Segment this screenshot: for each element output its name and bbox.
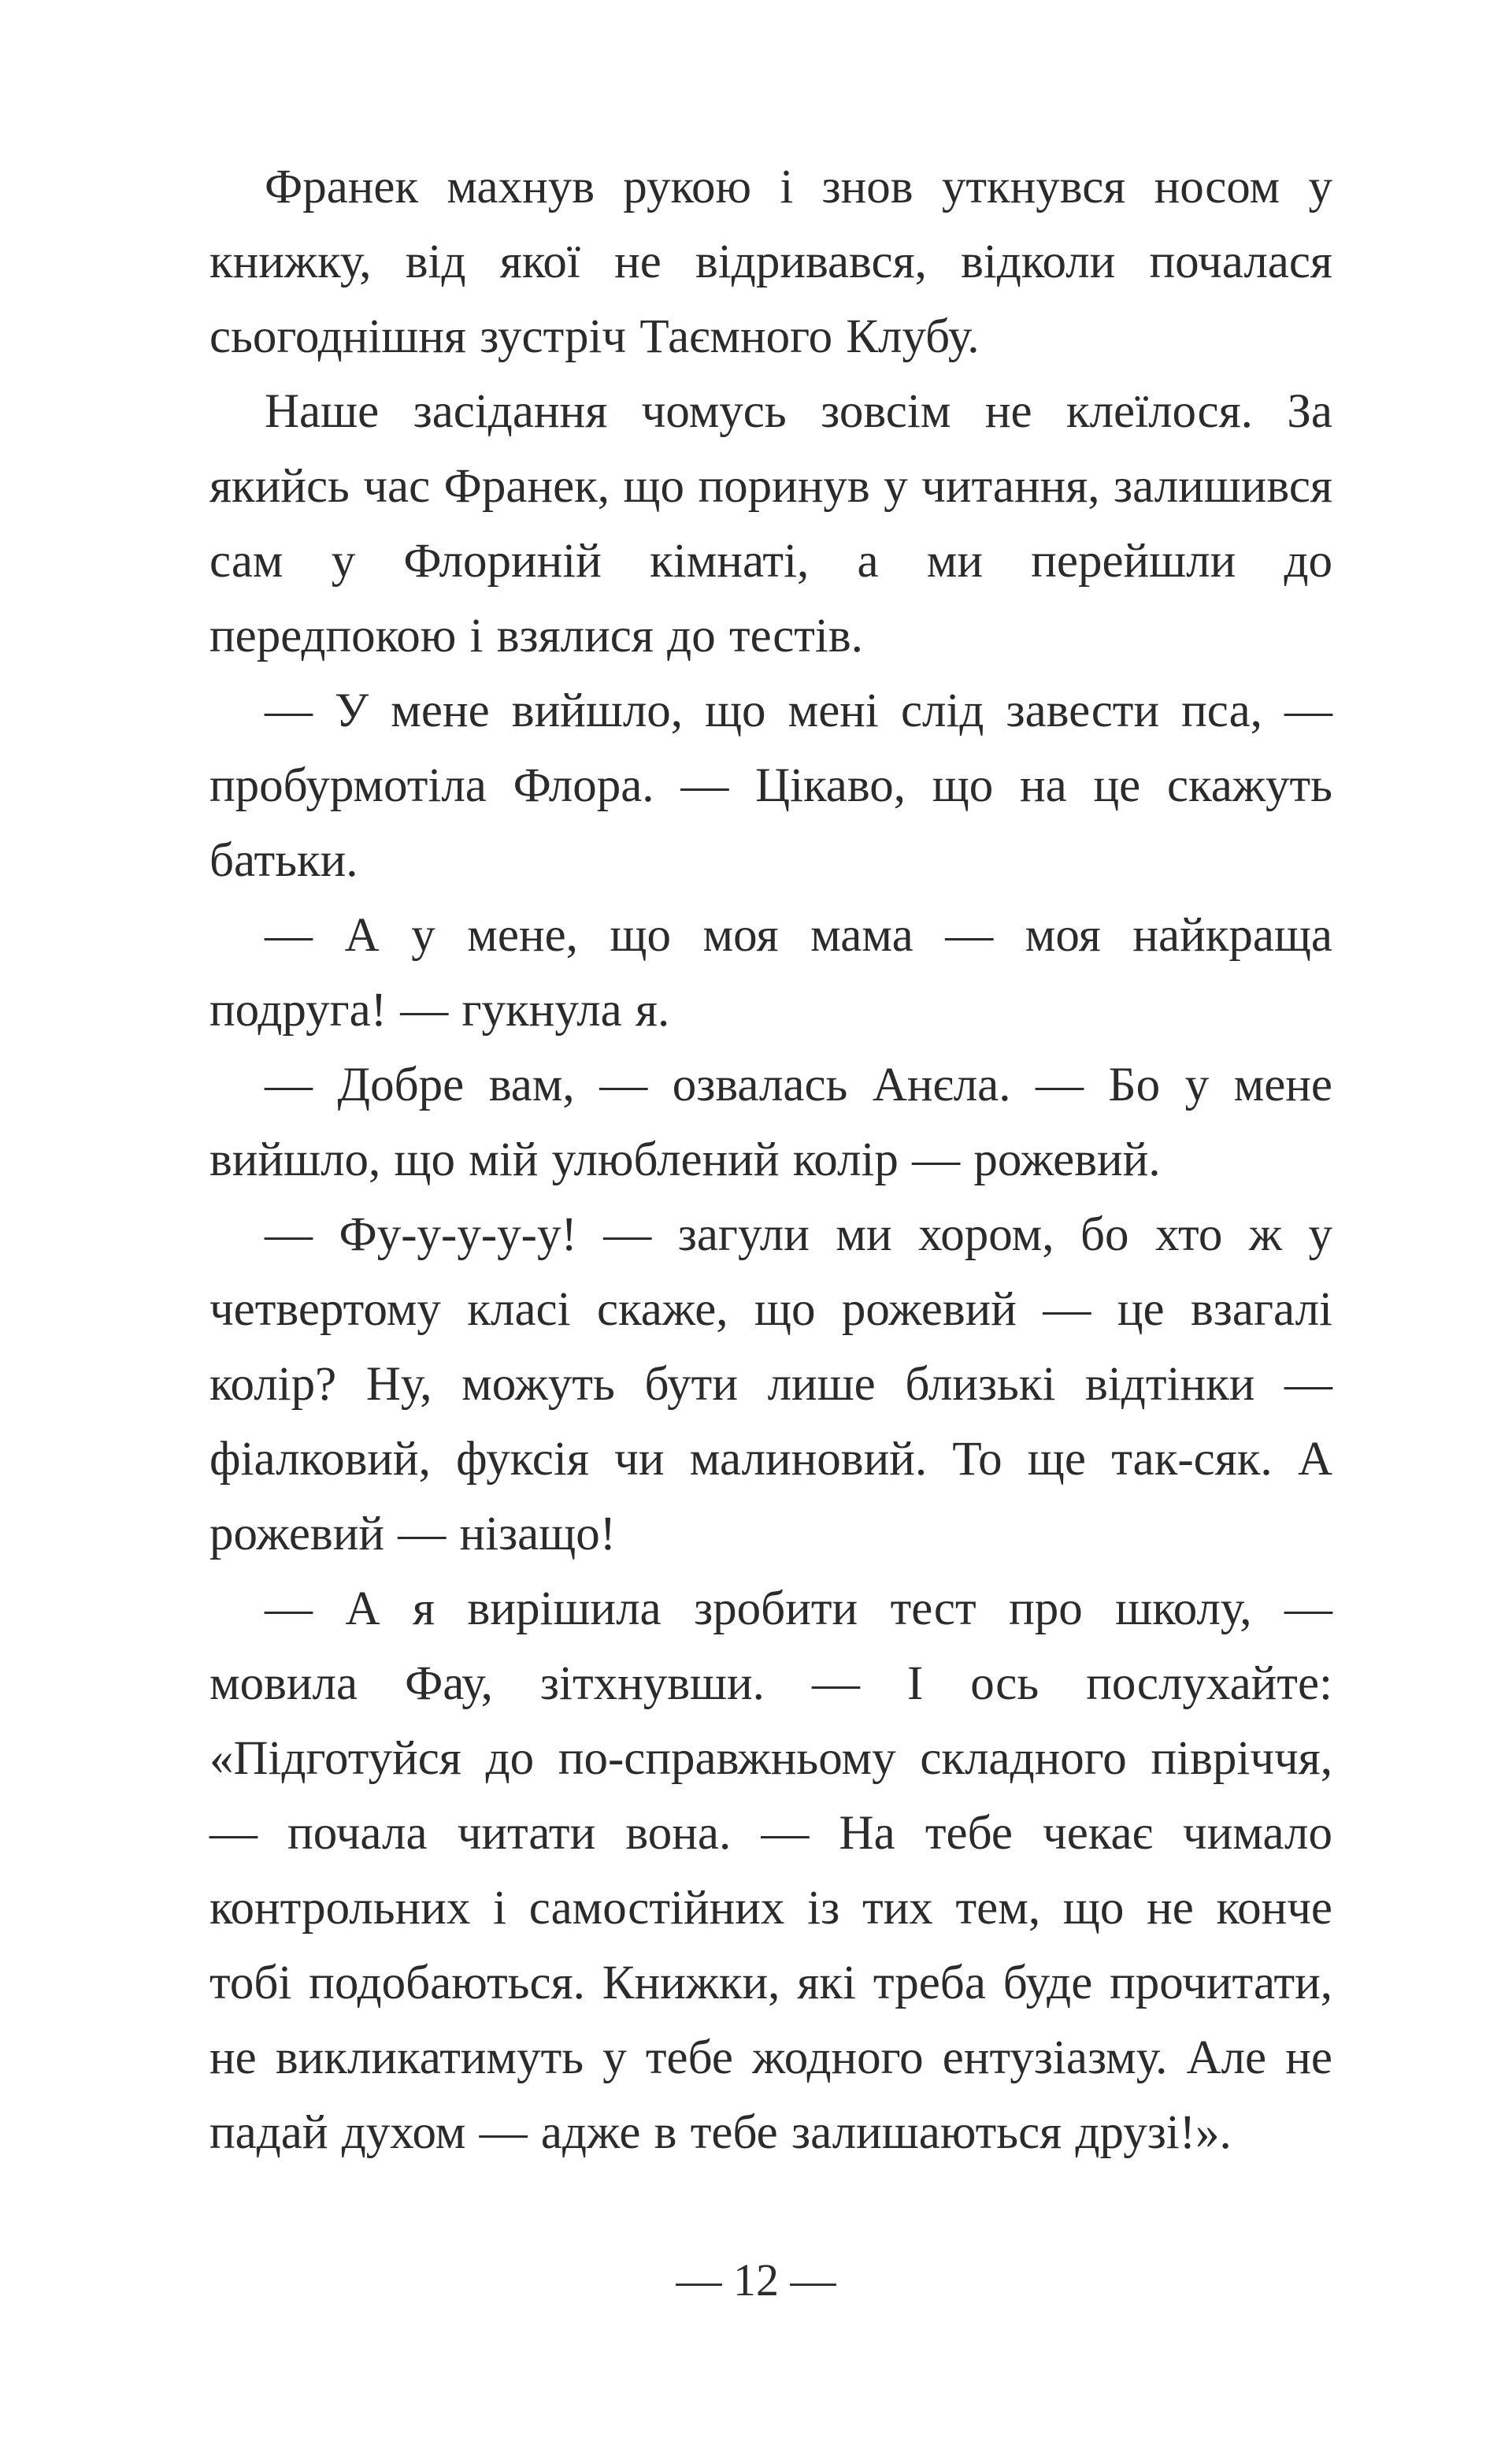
paragraph-4: — А у мене, що моя мама — моя найкраща подруга! — гукнула я.: [209, 909, 1332, 1037]
book-page-body: [209, 150, 1332, 2170]
page-number: — 12 —: [676, 2254, 836, 2306]
paragraph-2: Наше засідання чомусь зовсім не клеїлося. За якийсь час Франек, що поринув у читання, залишився сам у Флориній кімнаті, а ми перейшли до передпокою і взялися до тестів.: [209, 385, 1332, 662]
paragraph-1: Франек махнув рукою і знов уткнувся носом у книжку, від якої не відривався, відколи почалася сьогоднішня зустріч Таємного Клубу.: [209, 161, 1332, 363]
paragraph-6: — Фу-у-у-у-у! — загули ми хором, бо хто ж у четвертому класі скаже, що рожевий — це взагалі колір? Ну, можуть бути лише близькі відтінки — фіалковий, фуксія чи малиновий. То ще так-сяк. А рожевий — нізащо!: [209, 1208, 1332, 1560]
paragraph-5: — Добре вам, — озвалась Анєла. — Бо у мене вийшло, що мій улюблений колір — рожевий.: [209, 1059, 1332, 1186]
paragraph-7: — А я вирішила зробити тест про школу, — мовила Фау, зітхнувши. — І ось послухайте: «Підготуйся до по-справжньому складного півріччя, — почала читати вона. — На тебе чекає чимало контрольних і самостійних із тих тем, що не конче тобі подобаються. Книжки, які треба буде прочитати, не викликатимуть у тебе жодного ентузіазму. Але не падай духом — адже в тебе залишаються друзі!».: [209, 1582, 1332, 2159]
paragraph-3: — У мене вийшло, що мені слід завести пса, — пробурмотіла Флора. — Цікаво, що на це скажуть батьки.: [209, 684, 1332, 887]
